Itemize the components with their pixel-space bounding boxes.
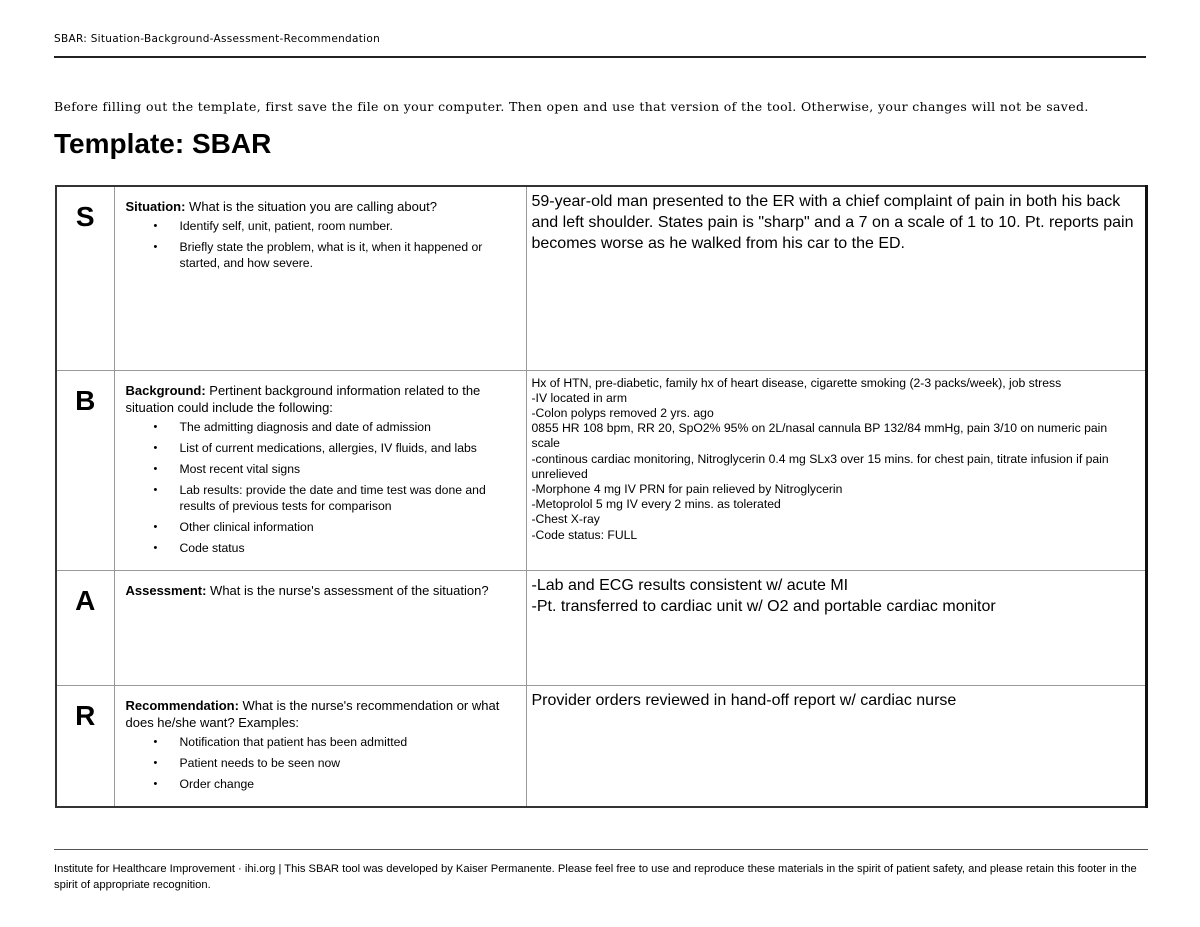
background-bullet: • Other clinical information [180, 519, 518, 535]
background-bullet: • List of current medications, allergies, IV fluids, and labs [180, 440, 518, 456]
recommendation-bullet: • Notification that patient has been admitted [180, 734, 518, 750]
background-prompt-cell [114, 370, 526, 570]
situation-prompt: What is the situation you are calling about? [185, 199, 437, 214]
assessment-response[interactable] [527, 571, 1145, 617]
background-response-line: 0855 HR 108 bpm, RR 20, SpO2% 95% on 2L/nasal cannula BP 132/84 mmHg, pain 3/10 on numeric pain scale [531, 421, 1108, 451]
background-response-line: -continous cardiac monitoring, Nitroglycerin 0.4 mg SLx3 over 15 mins. for chest pain, titrate infusion if pain unrelieved [531, 451, 1109, 481]
recommendation-response[interactable]: Provider orders reviewed in hand-off report w/ cardiac nurse [531, 691, 957, 709]
footer-divider [54, 849, 1148, 850]
situation-row [56, 186, 1146, 370]
background-row [56, 370, 1146, 570]
assessment-response-line: -Pt. transferred to cardiac unit w/ O2 and portable cardiac monitor [531, 597, 996, 615]
save-instruction: Before filling out the template, first save the file on your computer. Then open and use that version of the tool. Otherwise, your changes will not be saved. [54, 99, 1089, 114]
background-prompt: Pertinent background information related to the situation could include the following: [125, 382, 481, 415]
recommendation-bullet: • Patient needs to be seen now [180, 755, 518, 771]
assessment-response-cell[interactable] [526, 570, 1146, 685]
assessment-prompt: What is the nurse's assessment of the situation? [206, 582, 489, 598]
background-bullet: • Code status [180, 540, 518, 556]
background-letter-cell [56, 370, 114, 570]
situation-bullet: • Identify self, unit, patient, room number. [180, 218, 518, 234]
assessment-response-line: -Lab and ECG results consistent w/ acute MI [531, 576, 849, 594]
assessment-letter-cell [56, 570, 114, 685]
recommendation-letter-cell [56, 685, 114, 807]
background-letter: B [75, 384, 96, 416]
background-bullet: • Lab results: provide the date and time test was done and results of previous tests for comparison [180, 482, 518, 514]
recommendation-letter: R [75, 699, 96, 731]
situation-bullet: • Briefly state the problem, what is it, when it happened or started, and how severe. [180, 239, 518, 271]
background-label: Background: [125, 382, 206, 398]
situation-label: Situation: [125, 199, 186, 214]
background-response-line: -Metoprolol 5 mg IV every 2 mins. as tolerated [531, 497, 781, 512]
background-response-line: -IV located in arm [531, 390, 628, 405]
recommendation-prompt: What is the nurse's recommendation or what does he/she want? Examples: [125, 697, 500, 730]
assessment-label: Assessment: [125, 582, 207, 598]
situation-letter-cell [56, 186, 114, 370]
situation-prompt-cell [114, 186, 526, 370]
situation-bullets [126, 218, 518, 271]
background-response-line: -Code status: FULL [531, 527, 638, 542]
assessment-prompt-cell [114, 570, 526, 685]
header-divider [54, 56, 1146, 58]
recommendation-bullets [126, 734, 518, 792]
recommendation-bullet: • Order change [180, 776, 518, 792]
situation-letter: S [75, 201, 95, 232]
recommendation-label: Recommendation: [125, 697, 239, 713]
assessment-letter: A [75, 584, 96, 616]
sbar-table [55, 185, 1148, 808]
background-bullet: • Most recent vital signs [180, 461, 518, 477]
background-bullet: • The admitting diagnosis and date of admission [180, 419, 518, 435]
page-title: Template: SBAR [54, 128, 272, 159]
background-response[interactable] [527, 371, 1145, 543]
document-header: SBAR: Situation-Background-Assessment-Recommendation [54, 33, 381, 45]
background-response-cell[interactable] [526, 370, 1146, 570]
recommendation-prompt-cell [114, 685, 526, 807]
situation-response-cell[interactable] [526, 186, 1146, 370]
background-response-line: -Morphone 4 mg IV PRN for pain relieved by Nitroglycerin [531, 481, 843, 496]
assessment-row [56, 570, 1146, 685]
background-response-line: -Colon polyps removed 2 yrs. ago [531, 405, 714, 420]
recommendation-response-cell[interactable] [526, 685, 1146, 807]
recommendation-row [56, 685, 1146, 807]
background-response-line: Hx of HTN, pre-diabetic, family hx of heart disease, cigarette smoking (2-3 packs/week), job stress [531, 375, 1062, 390]
background-bullets [126, 419, 518, 556]
background-response-line: -Chest X-ray [531, 512, 600, 527]
situation-response[interactable]: 59-year-old man presented to the ER with a chief complaint of pain in both his back and left shoulder. States pain is "sharp" and a 7 on a scale of 1 to 10. Pt. reports pain becomes worse as he walked from his car to the ED. [531, 193, 1134, 252]
footer-text: Institute for Healthcare Improvement · ihi.org | This SBAR tool was developed by Kaiser Permanente. Please feel free to use and reproduce these materials in the spirit of patient safety, and please retain this footer in the spirit of appropriate recognition. [54, 863, 1137, 891]
